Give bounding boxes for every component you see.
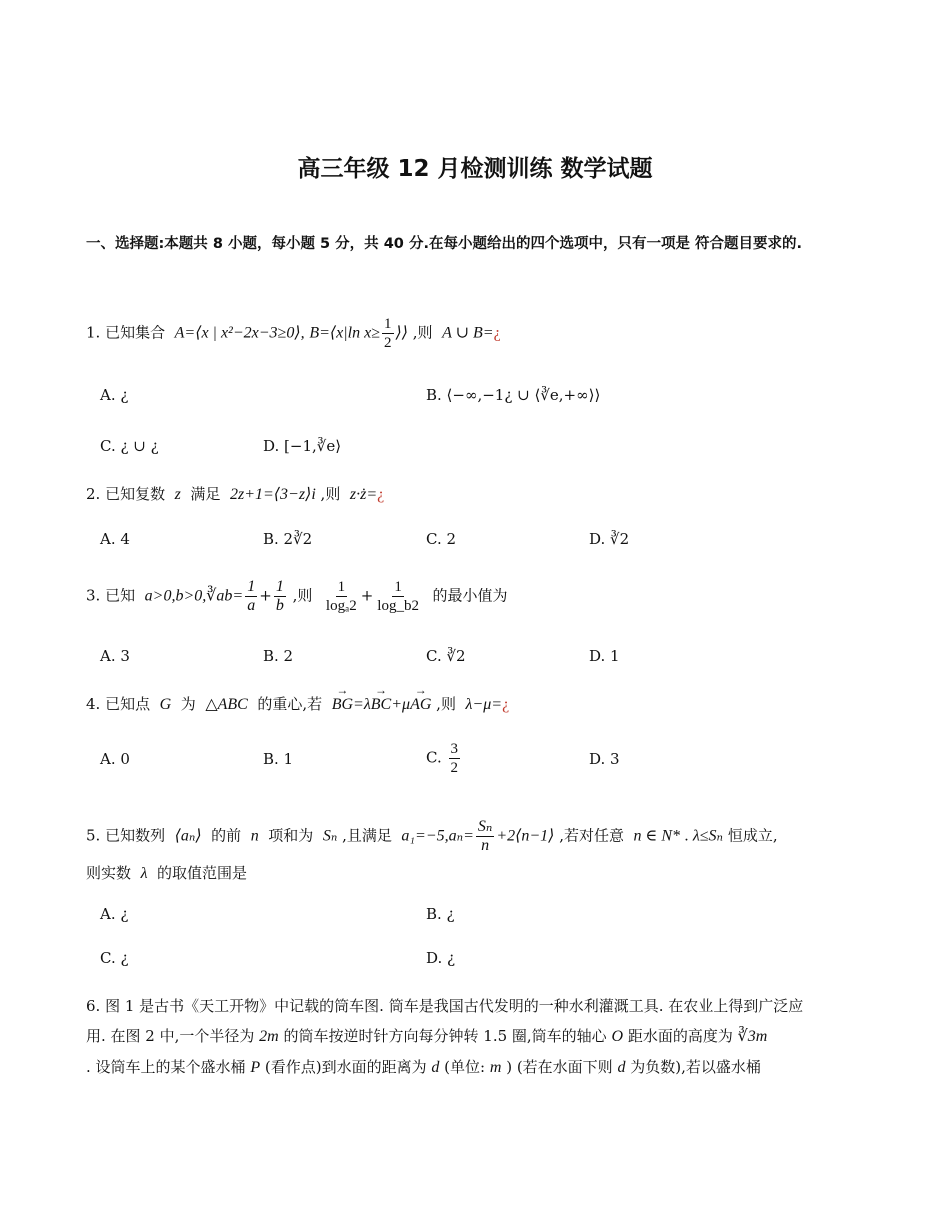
q5-option-a: A. ¿ bbox=[100, 905, 129, 923]
vector-bg: → BG bbox=[332, 696, 353, 714]
q4-option-a: A. 0 bbox=[100, 750, 130, 768]
q1-set-a: A=⟨x | x²−2x−3≥0⟩, bbox=[174, 324, 305, 342]
q2-option-d: D. ∛2 bbox=[589, 530, 630, 548]
q3-log-fraction-1: $\frac{1}{\text{logₐ2}}$ bbox=[325, 579, 357, 614]
q2-equation: 2z+1=⟨3−z⟩i bbox=[229, 486, 316, 503]
q2-option-b: B. 2∛2 bbox=[263, 530, 313, 548]
question-1: 1. 已知集合 A=⟨x | x²−2x−3≥0⟩, B=⟨x|ln x≥ $\frac{1}{2}$ ⟩⟩ ,则 A ∪ B=¿ bbox=[86, 316, 501, 351]
q6-line-1: 6. 图 1 是古书《天工开物》中记载的筒车图. 筒车是我国古代发明的一种水利灌溉工具. 在农业上得到广泛应 bbox=[86, 997, 804, 1015]
question-6 bbox=[86, 991, 866, 1083]
q1-option-d: D. [−1,∛e⟩ bbox=[263, 437, 342, 455]
q1-expression: A ∪ B= bbox=[442, 324, 494, 342]
q3-option-d: D. 1 bbox=[589, 647, 620, 665]
q3-option-c: C. ∛2 bbox=[426, 647, 466, 665]
question-4: 4. 已知点 G 为 △ABC 的重心,若 → BG=λ→ BC+μ→ AG ,则 λ−μ=¿ bbox=[86, 693, 509, 714]
q1-prefix: 1. 已知集合 bbox=[86, 323, 166, 342]
q5-option-b: B. ¿ bbox=[426, 905, 455, 923]
q1-option-c: C. ¿ ∪ ¿ bbox=[100, 437, 159, 455]
section-heading: 一、选择题:本题共 8 小题，每小题 5 分，共 40 分.在每小题给出的四个选项中，只有一项是 符合题目要求的. bbox=[86, 236, 803, 252]
q6-line-2: 用. 在图 2 中,一个半径为 2m 的筒车按逆时针方向每分钟转 1.5 圈,筒车的轴心 O 距水面的高度为 ∛3m bbox=[86, 1027, 768, 1045]
q4-option-b: B. 1 bbox=[263, 750, 294, 768]
q3-option-b: B. 2 bbox=[263, 647, 294, 665]
q4-option-d: D. 3 bbox=[589, 750, 620, 768]
q1-option-b: B. ⟨−∞,−1¿ ∪ ⟨∛e,+∞⟩⟩ bbox=[426, 386, 601, 404]
question-5: 5. 已知数列 ⟨aₙ⟩ 的前 n 项和为 Sₙ ,且满足 a₁=−5,aₙ= $\frac{\text{Sₙ}}{n}$ +2⟨n−1⟩ ,若对任意 n ∈ N* . λ≤Sₙ 恒成立, bbox=[86, 818, 778, 854]
vector-bc: → BC bbox=[371, 696, 391, 714]
vector-ag: → AG bbox=[410, 696, 431, 714]
question-5-line-2: 则实数 λ 的取值范围是 bbox=[86, 864, 248, 882]
question-2: 2. 已知复数 z 满足 2z+1=⟨3−z⟩i ,则 z·ż=¿ bbox=[86, 485, 385, 503]
q3-log-fraction-2: $\frac{1}{\log\_b2}$ bbox=[377, 579, 419, 614]
q5-option-c: C. ¿ bbox=[100, 949, 129, 967]
question-3: 3. 已知 a>0,b>0,∛ab= $\frac{1}{a}$ + $\frac{1}{b}$ ,则 $\frac{1}{\text{logₐ2}}$ + $\frac{1}{\log\_b2}$ 的最小值为 bbox=[86, 578, 508, 614]
q5-option-d: D. ¿ bbox=[426, 949, 456, 967]
q4-option-c: C. $\frac{3}{2}$ bbox=[426, 741, 458, 776]
q1-option-a: A. ¿ bbox=[100, 386, 129, 404]
q2-option-a: A. 4 bbox=[100, 530, 130, 548]
q1-half-fraction: $\frac{1}{2}$ bbox=[384, 316, 392, 351]
q6-line-3: . 设筒车上的某个盛水桶 P (看作点)到水面的距离为 d (单位: m ) (若在水面下则 d 为负数),若以盛水桶 bbox=[86, 1058, 761, 1076]
q3-option-a: A. 3 bbox=[100, 647, 130, 665]
q2-option-c: C. 2 bbox=[426, 530, 457, 548]
page-title: 高三年级 12 月检测训练 数学试题 bbox=[297, 156, 653, 182]
q1-set-b: B=⟨x|ln x≥ bbox=[309, 324, 380, 342]
